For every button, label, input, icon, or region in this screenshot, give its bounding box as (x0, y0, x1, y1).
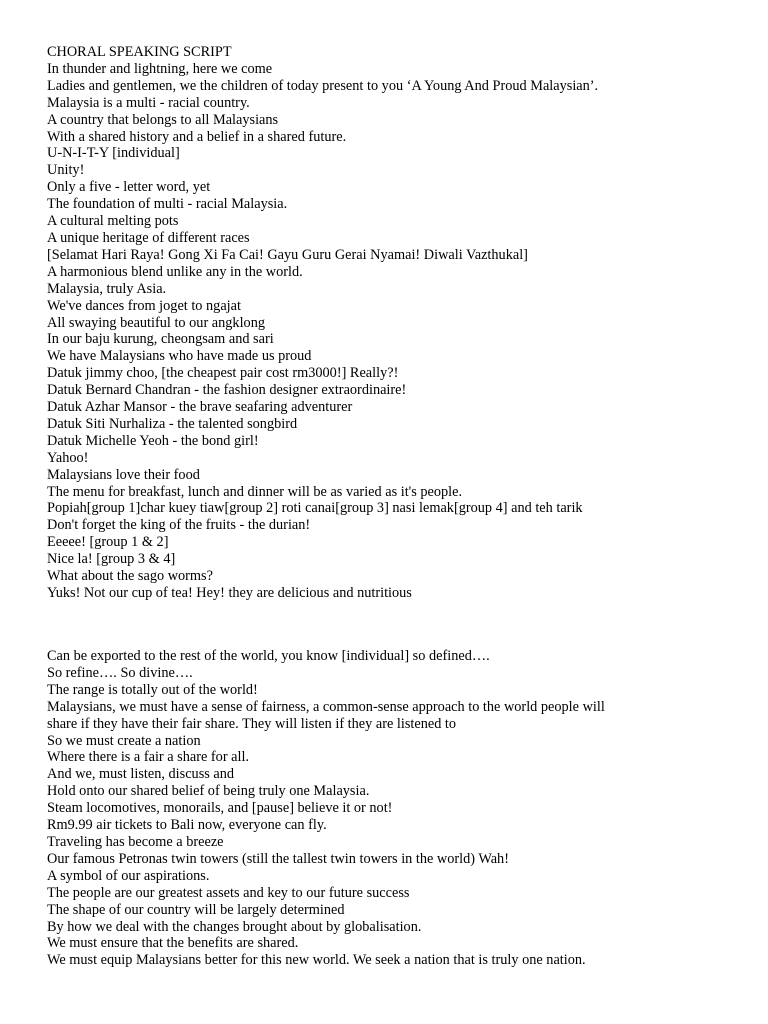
script-line: Ladies and gentlemen, we the children of today present to you ‘A Young And Proud Malaysian’. (47, 77, 599, 94)
script-line: By how we deal with the changes brought about by globalisation. (47, 918, 422, 935)
script-line: Can be exported to the rest of the world, you know [individual] so defined…. (47, 648, 490, 664)
part2-lines (47, 648, 747, 969)
script-line: A symbol of our aspirations. (47, 867, 210, 884)
script-line: Yahoo! (47, 449, 89, 466)
script-line: Unity! (47, 162, 85, 179)
part1-lines (47, 61, 747, 602)
script-line: Eeeee! [group 1 & 2] (47, 534, 169, 551)
script-line: So we must create a nation (47, 732, 201, 749)
script-line: share if they have their fair share. They will listen if they are listened to (47, 715, 457, 732)
script-line: We have Malaysians who have made us proud (47, 348, 312, 365)
script-line: We've dances from joget to ngajat (47, 297, 241, 314)
script-line: Rm9.99 air tickets to Bali now, everyone can fly. (47, 817, 327, 834)
script-line: And we, must listen, discuss and (47, 766, 235, 783)
script-line: Datuk Bernard Chandran - the fashion designer extraordinaire! (47, 382, 407, 399)
script-line: Datuk Azhar Mansor - the brave seafaring adventurer (47, 399, 353, 416)
document-title: CHORAL SPEAKING SCRIPT (47, 44, 232, 60)
script-line: Don't forget the king of the fruits - the durian! (47, 517, 311, 534)
script-line: Datuk Siti Nurhaliza - the talented songbird (47, 415, 298, 432)
script-part-1 (47, 44, 747, 602)
script-line: All swaying beautiful to our angklong (47, 314, 265, 331)
script-line: Hold onto our shared belief of being truly one Malaysia. (47, 783, 370, 800)
script-line: [Selamat Hari Raya! Gong Xi Fa Cai! Gayu Guru Gerai Nyamai! Diwali Vazthukal] (47, 246, 528, 263)
script-line: Malaysians, we must have a sense of fairness, a common-sense approach to the world people will (47, 698, 605, 715)
script-line: Where there is a fair a share for all. (47, 749, 250, 766)
script-line: In thunder and lightning, here we come (47, 60, 273, 77)
script-line: Datuk jimmy choo, [the cheapest pair cost rm3000!] Really?! (47, 365, 399, 382)
script-line: U-N-I-T-Y [individual] (47, 145, 180, 162)
script-line: Yuks! Not our cup of tea! Hey! they are delicious and nutritious (47, 585, 412, 601)
script-line: The shape of our country will be largely determined (47, 901, 345, 918)
script-line: Only a five - letter word, yet (47, 179, 211, 196)
script-line: With a shared history and a belief in a shared future. (47, 128, 347, 145)
script-line: Traveling has become a breeze (47, 833, 224, 850)
script-line: We must ensure that the benefits are shared. (47, 935, 299, 952)
script-line: Datuk Michelle Yeoh - the bond girl! (47, 432, 259, 449)
script-line: The foundation of multi - racial Malaysia. (47, 196, 288, 213)
script-line: In our baju kurung, cheongsam and sari (47, 331, 274, 348)
script-line: A cultural melting pots (47, 213, 179, 230)
script-line: The menu for breakfast, lunch and dinner will be as varied as it's people. (47, 483, 463, 500)
script-part-2 (47, 648, 747, 969)
script-line: What about the sago worms? (47, 568, 213, 585)
script-line: The range is totally out of the world! (47, 681, 258, 698)
script-line: A harmonious blend unlike any in the world. (47, 263, 303, 280)
script-line: The people are our greatest assets and key to our future success (47, 884, 410, 901)
script-line: Steam locomotives, monorails, and [pause] believe it or not! (47, 800, 393, 817)
script-line: Our famous Petronas twin towers (still the tallest twin towers in the world) Wah! (47, 850, 509, 867)
script-line: Popiah[group 1]char kuey tiaw[group 2] roti canai[group 3] nasi lemak[group 4] and teh tarik (47, 500, 583, 517)
script-line: Malaysia, truly Asia. (47, 280, 167, 297)
script-line: Malaysia is a multi - racial country. (47, 94, 250, 111)
script-line: A unique heritage of different races (47, 229, 250, 246)
script-line: Malaysians love their food (47, 466, 200, 483)
script-line: We must equip Malaysians better for this new world. We seek a nation that is truly one nation. (47, 952, 586, 969)
script-line: So refine…. So divine…. (47, 664, 193, 681)
script-line: A country that belongs to all Malaysians (47, 111, 279, 128)
script-line: Nice la! [group 3 & 4] (47, 551, 176, 568)
